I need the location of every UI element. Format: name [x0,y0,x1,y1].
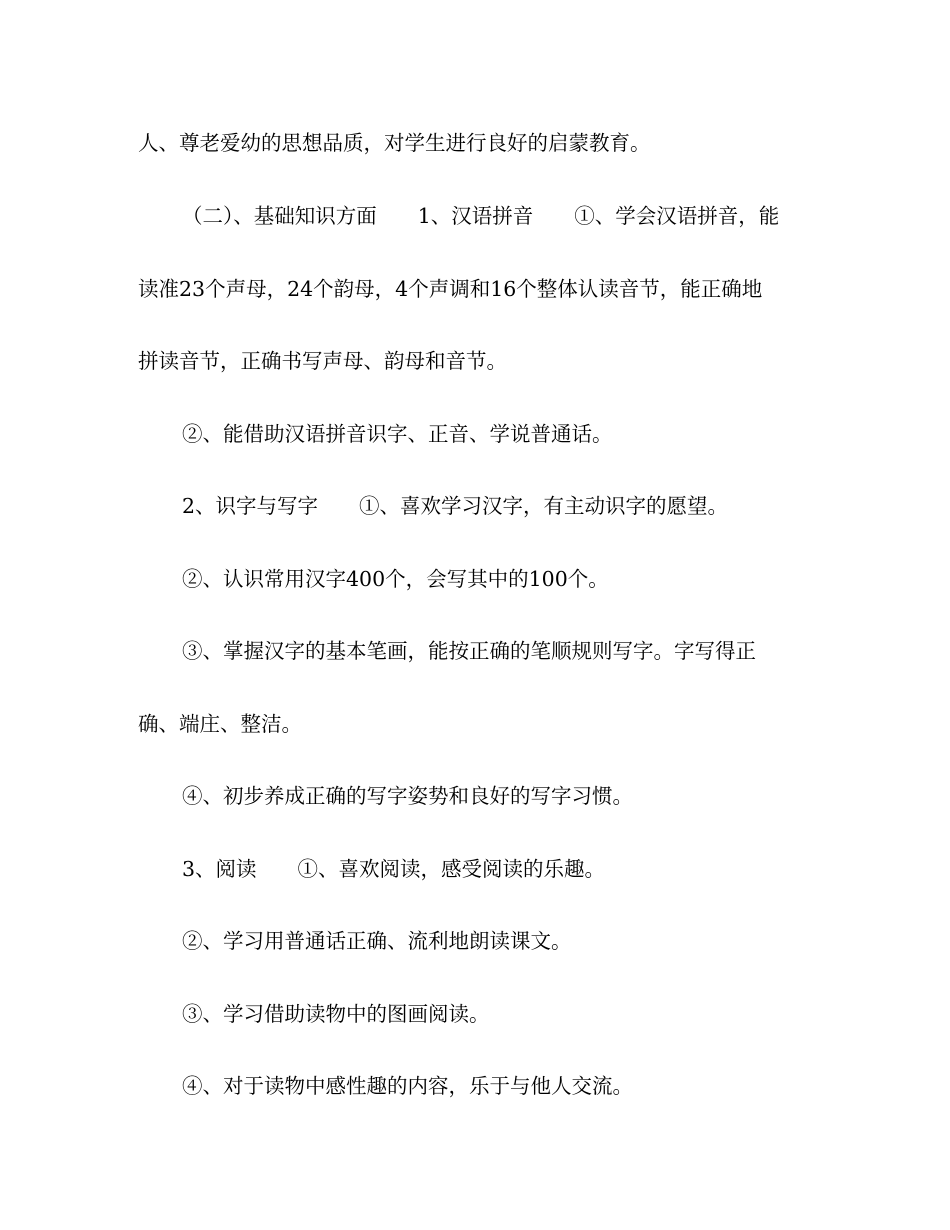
text-line-9: 确、端庄、整洁。 [138,712,302,736]
text-line-5: ②、能借助汉语拼音识字、正音、学说普通话。 [182,422,613,446]
text-line-4: 拼读音节，正确书写声母、韵母和音节。 [138,349,507,373]
text-line-10: ④、初步养成正确的写字姿势和良好的写字习惯。 [182,784,633,808]
text-line-2: （二）、基础知识方面 1、汉语拼音 ①、学会汉语拼音，能 [182,204,780,228]
text-line-13: ③、学习借助读物中的图画阅读。 [182,1002,490,1026]
text-line-12: ②、学习用普通话正确、流利地朗读课文。 [182,929,572,953]
text-line-6: 2、识字与写字 ①、喜欢学习汉字，有主动识字的愿望。 [182,494,729,518]
text-line-14: ④、对于读物中感性趣的内容，乐于与他人交流。 [182,1074,633,1098]
text-line-3: 读准23个声母，24个韵母，4个声调和16个整体认读音节，能正确地 [138,277,763,301]
text-line-1: 人、尊老爱幼的思想品质，对学生进行良好的启蒙教育。 [138,131,651,155]
text-line-7: ②、认识常用汉字400个，会写其中的100个。 [182,567,609,591]
text-line-11: 3、阅读 ①、喜欢阅读，感受阅读的乐趣。 [182,857,606,881]
text-line-8: ③、掌握汉字的基本笔画，能按正确的笔顺规则写字。字写得正 [182,639,756,663]
